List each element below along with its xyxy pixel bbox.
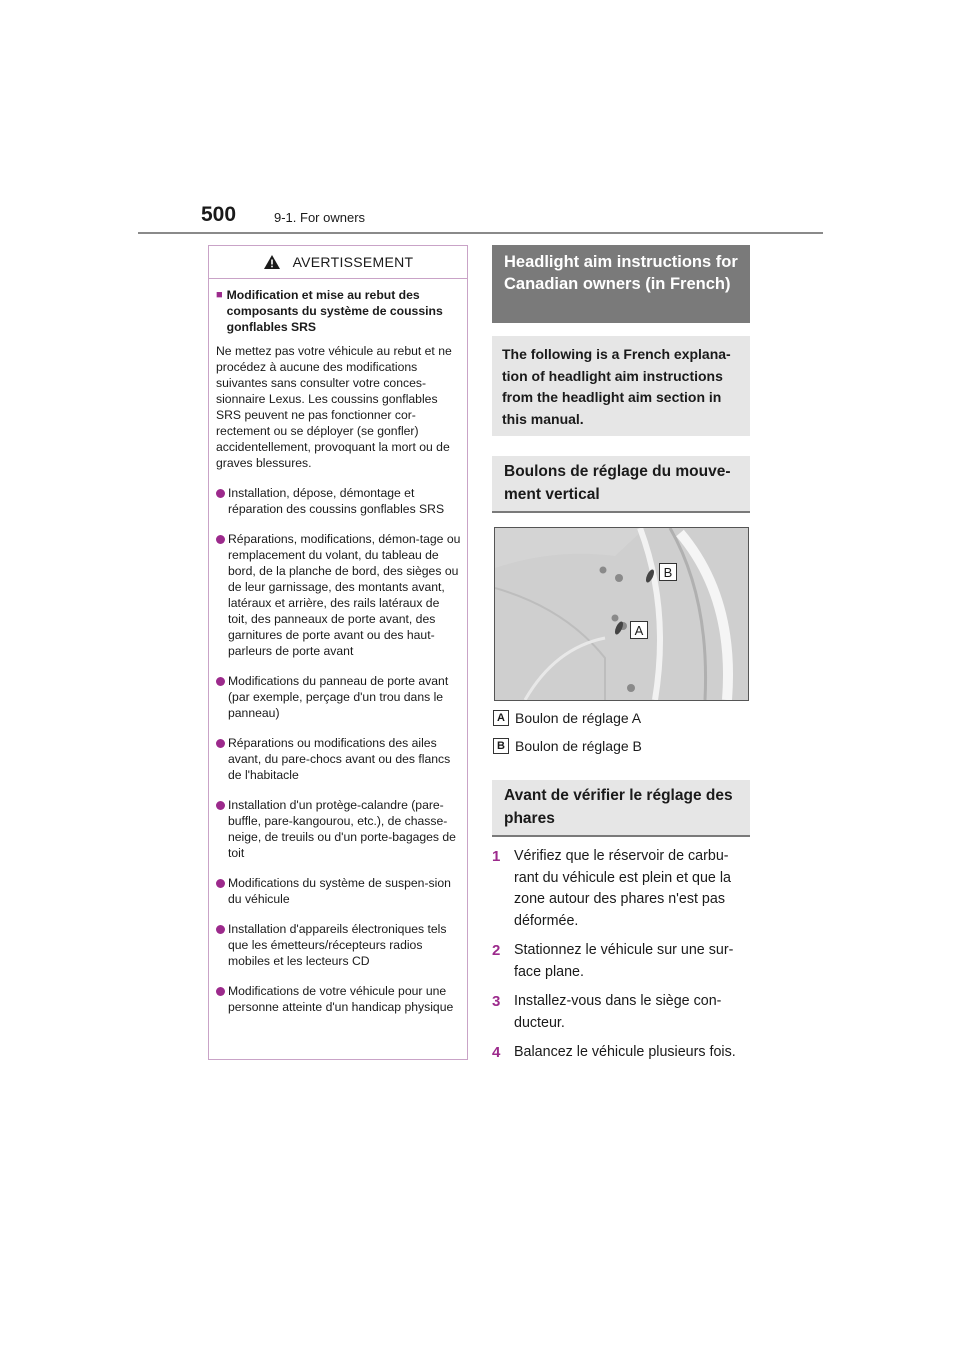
warning-subheading (216, 287, 461, 335)
legend-text: Boulon de réglage A (515, 710, 642, 726)
step-text: Stationnez le véhicule sur une sur-face plane. (514, 942, 734, 980)
bullet-dot-icon (216, 801, 225, 810)
headlight-illustration-art (495, 528, 748, 700)
list-item-text: Installation d'un protège-calandre (pare-buffle, pare-kangourou, etc.), de chasse-neige, de treuils ou d'un porte-bagages de toit (228, 798, 456, 860)
callout-a: A (630, 621, 648, 639)
header-divider (138, 232, 823, 234)
bullet-dot-icon (216, 879, 225, 888)
intro-box: The following is a French explana-tion of headlight aim instructions from the headlight aim section in this manual. (492, 336, 750, 436)
list-item (216, 673, 461, 721)
warning-box (208, 245, 468, 1060)
callout-b: B (659, 563, 677, 581)
step-item (492, 991, 752, 1034)
bullet-dot-icon (216, 925, 225, 934)
warning-paragraph: Ne mettez pas votre véhicule au rebut et ne procédez à aucune des modifications suivantes sans consulter votre conces-sionnaire Lexus. Les coussins gonflables SRS peuvent ne pas fonctionner cor-rectement ou se déployer (se gonfler) accidentellement, provoquant la mort ou de graves blessures. (216, 344, 452, 470)
main-heading: Headlight aim instructions for Canadian owners (in French) (492, 245, 750, 323)
list-item-text: Modifications du système de suspen-sion du véhicule (228, 876, 451, 906)
warning-title: AVERTISSEMENT (292, 254, 414, 270)
warning-subheading-text: Modification et mise au rebut des composants du système de coussins gonflables SRS (226, 288, 443, 334)
subheading-adjust-bolts: Boulons de réglage du mouve-ment vertical (492, 456, 750, 513)
legend-text: Boulon de réglage B (515, 738, 642, 754)
legend-item-a (493, 710, 641, 726)
list-item (216, 921, 461, 969)
warning-header (209, 246, 467, 279)
list-item (216, 875, 461, 907)
bullet-dot-icon (216, 987, 225, 996)
step-number: 4 (492, 1044, 501, 1061)
headlight-bolt-illustration (494, 527, 749, 701)
bullet-dot-icon (216, 677, 225, 686)
page-number: 500 (201, 203, 237, 226)
step-text: Vérifiez que le réservoir de carbu-rant du véhicule est plein et que la zone autour des phares n'est pas déformée. (514, 848, 731, 929)
section-title: 9-1. For owners (274, 210, 366, 225)
step-item (492, 940, 752, 983)
step-item (492, 846, 752, 932)
subheading-before-checking: Avant de vérifier le réglage des phares (492, 780, 750, 837)
step-text: Installez-vous dans le siège con-ducteur. (514, 993, 722, 1031)
step-number: 3 (492, 993, 501, 1010)
steps-list (492, 846, 752, 1072)
legend-label: A (493, 710, 509, 726)
list-item-text: Modifications de votre véhicule pour une personne atteinte d'un handicap physique (228, 984, 454, 1014)
list-item-text: Modifications du panneau de porte avant (par exemple, perçage d'un trou dans le panneau) (228, 674, 449, 720)
step-number: 1 (492, 848, 501, 865)
step-number: 2 (492, 942, 501, 959)
list-item (216, 531, 461, 659)
legend-item-b (493, 738, 642, 754)
list-item-text: Installation, dépose, démontage et réparation des coussins gonflables SRS (228, 486, 445, 516)
bullet-dot-icon (216, 739, 225, 748)
warning-triangle-icon (263, 254, 281, 270)
list-item-text: Réparations ou modifications des ailes avant, du pare-chocs avant ou des flancs de l'habitacle (228, 736, 451, 782)
step-item (492, 1042, 752, 1064)
bullet-dot-icon (216, 489, 225, 498)
list-item (216, 983, 461, 1015)
bullet-dot-icon (216, 535, 225, 544)
list-item (216, 797, 461, 861)
square-bullet-icon: ■ (216, 289, 223, 301)
list-item-text: Installation d'appareils électroniques tels que les émetteurs/récepteurs radios mobiles et les lecteurs CD (228, 922, 447, 968)
list-item (216, 485, 461, 517)
list-item (216, 735, 461, 783)
step-text: Balancez le véhicule plusieurs fois. (514, 1044, 736, 1060)
list-item-text: Réparations, modifications, démon-tage ou remplacement du volant, du tableau de bord, de la planche de bord, des sièges ou de leur garnissage, des montants avant, latéraux et arrière, des rails latéraux de toit, des panneaux de porte avant, des garnitures de porte avant ou des haut-parleurs de porte avant (228, 532, 461, 658)
legend-label: B (493, 738, 509, 754)
